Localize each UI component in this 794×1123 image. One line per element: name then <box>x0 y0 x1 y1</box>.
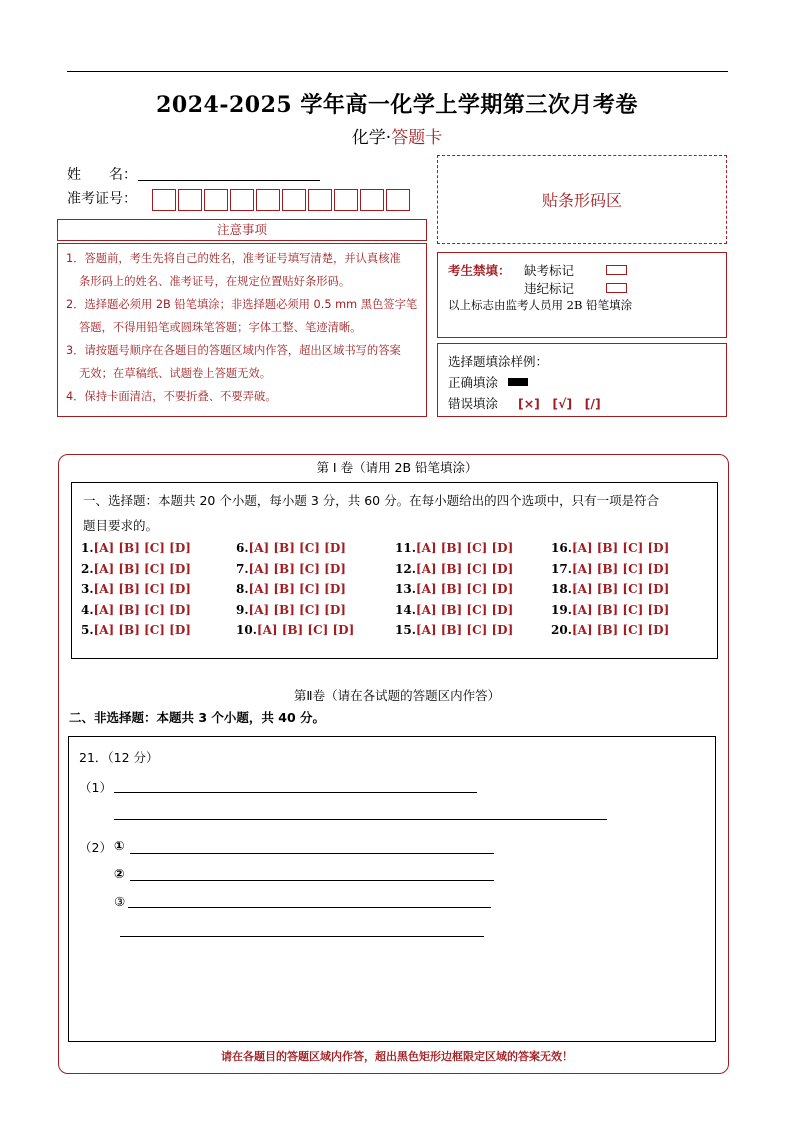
subtitle-subject: 化学· <box>351 128 392 148</box>
question-number: 3. <box>81 582 94 596</box>
mc-intro-line1: 一、选择题：本题共 20 个小题，每小题 3 分，共 60 分。在每小题给出的四个选项中，只有一项是符合 <box>83 493 660 508</box>
question-row <box>236 538 354 559</box>
question-row <box>551 579 669 600</box>
question-row <box>395 538 513 559</box>
sub-item-2: ② <box>114 866 125 881</box>
exam-title: 2024-2025 学年高一化学上学期第三次月考卷 <box>156 92 638 118</box>
question-row <box>395 620 513 641</box>
note-2 <box>66 293 420 339</box>
question-row <box>236 579 354 600</box>
mc-intro-line2: 题目要求的。 <box>83 518 159 533</box>
question-row <box>395 559 513 580</box>
answer-options[interactable]: [A] [B] [C] [D] <box>248 561 346 576</box>
answer-line[interactable] <box>128 907 491 908</box>
answer-options[interactable]: [A] [B] [C] [D] <box>256 623 355 637</box>
answer-options[interactable]: [A] [B] [C] [D] <box>93 561 191 576</box>
question-row <box>236 559 354 580</box>
note-text: 1．答题前，考生先将自己的姓名，准考证号填写清楚，并认真核准 <box>66 252 401 265</box>
answer-options[interactable]: [A] [B] [C] [D] <box>571 561 670 576</box>
note-text: 2．选择题必须用 2B 铅笔填涂；非选择题必须用 0.5 mm 黑色签字笔 <box>66 298 418 311</box>
answer-options[interactable]: [A] [B] [C] [D] <box>571 541 670 555</box>
answer-options[interactable]: [A] [B] [C] [D] <box>415 541 514 555</box>
footer-warning: 请在各题目的答题区域内作答，超出黑色矩形边框限定区域的答案无效！ <box>221 1050 573 1063</box>
answer-options[interactable]: [A] [B] [C] [D] <box>571 602 670 617</box>
answer-options[interactable]: [A] [B] [C] [D] <box>248 582 346 596</box>
answer-line[interactable] <box>114 819 607 820</box>
answer-options[interactable]: [A] [B] [C] [D] <box>415 561 514 576</box>
note-text: 无效；在草稿纸、试题卷上答题无效。 <box>79 367 272 380</box>
note-1 <box>66 247 420 293</box>
question-row <box>551 559 669 580</box>
violation-label: 违纪标记 <box>524 281 575 296</box>
barcode-label: 贴条形码区 <box>541 191 622 210</box>
question-number: 10. <box>236 623 257 637</box>
answer-line[interactable] <box>120 936 484 937</box>
q21-part2-label: （2） <box>79 840 112 855</box>
question-number: 16. <box>551 541 572 555</box>
wrong-fill-marks: [×] [√] [/] <box>518 396 601 411</box>
question-row <box>551 538 669 559</box>
note-text: 3．请按题号顺序在各题目的答题区域内作答，超出区域书写的答案 <box>66 344 401 357</box>
sub-item-3: ③ <box>114 894 126 909</box>
question-number: 17. <box>551 561 572 576</box>
top-rule <box>67 71 728 72</box>
filled-mark-icon <box>508 378 528 386</box>
absent-label: 缺考标记 <box>524 263 575 278</box>
question-row <box>81 620 191 641</box>
question-row <box>551 620 669 641</box>
id-digit-box[interactable] <box>204 189 228 211</box>
id-digit-box[interactable] <box>256 189 280 211</box>
notes-heading: 注意事项 <box>57 219 427 241</box>
question-number: 13. <box>395 582 416 596</box>
question-row <box>395 579 513 600</box>
wrong-fill-label: 错误填涂 <box>448 396 499 411</box>
note-text: 4．保持卡面清洁，不要折叠、不要弄破。 <box>66 390 277 403</box>
exam-subtitle <box>0 123 794 148</box>
question-number: 6. <box>236 541 249 555</box>
answer-options[interactable]: [A] [B] [C] [D] <box>415 602 514 617</box>
q21-answer-box <box>68 736 716 1042</box>
note-3 <box>66 339 420 385</box>
id-digit-box[interactable] <box>178 189 202 211</box>
note-text: 答题，不得用铅笔或圆珠笔答题；字体工整、笔迹清晰。 <box>79 321 362 334</box>
question-row <box>81 600 191 621</box>
mc-column-2 <box>236 538 354 641</box>
fill-sample-box <box>437 343 727 417</box>
question-row <box>236 620 354 641</box>
question-row <box>395 600 513 621</box>
id-digit-box[interactable] <box>386 189 410 211</box>
question-number: 7. <box>236 561 249 576</box>
section1-title: 第 I 卷（请用 2B 铅笔填涂） <box>316 460 478 475</box>
violation-mark-box[interactable] <box>606 283 627 293</box>
answer-options[interactable]: [A] [B] [C] [D] <box>93 623 191 637</box>
mc-column-1 <box>81 538 191 641</box>
section2-subtitle: 二、非选择题：本题共 3 个小题，共 40 分。 <box>69 710 326 725</box>
name-label: 姓 名： <box>67 167 137 183</box>
id-digit-box[interactable] <box>308 189 332 211</box>
forbidden-box <box>437 252 727 338</box>
question-row <box>81 559 191 580</box>
exam-id-label: 准考证号： <box>67 191 137 207</box>
answer-options[interactable]: [A] [B] [C] [D] <box>571 582 670 596</box>
subtitle-answer-card: 答题卡 <box>391 128 443 148</box>
answer-options[interactable]: [A] [B] [C] [D] <box>415 582 514 596</box>
answer-line[interactable] <box>130 880 494 881</box>
question-number: 4. <box>81 602 94 617</box>
answer-options[interactable]: [A] [B] [C] [D] <box>415 623 514 637</box>
question-number: 20. <box>551 623 572 637</box>
answer-options[interactable]: [A] [B] [C] [D] <box>93 541 191 555</box>
question-number: 5. <box>81 623 94 637</box>
id-digit-box[interactable] <box>334 189 358 211</box>
mc-column-3 <box>395 538 513 641</box>
barcode-area <box>437 155 727 244</box>
id-digit-box[interactable] <box>360 189 384 211</box>
notes-box <box>57 243 427 417</box>
absent-mark-box[interactable] <box>606 265 627 275</box>
question-number: 11. <box>395 541 416 555</box>
id-digit-box[interactable] <box>230 189 254 211</box>
answer-line[interactable] <box>114 792 477 793</box>
q21-part1-label: （1） <box>79 780 112 795</box>
note-text: 条形码上的姓名、准考证号，在规定位置贴好条形码。 <box>79 275 351 288</box>
question-row <box>81 579 191 600</box>
answer-options[interactable]: [A] [B] [C] [D] <box>93 582 191 596</box>
exam-id-boxes[interactable] <box>152 189 412 211</box>
question-row <box>81 538 191 559</box>
q21-label: 21．（12 分） <box>79 750 159 765</box>
name-field[interactable] <box>138 180 320 181</box>
mc-intro <box>83 488 713 538</box>
question-row <box>551 600 669 621</box>
question-number: 14. <box>395 602 416 617</box>
question-number: 8. <box>236 582 249 596</box>
question-number: 9. <box>236 602 249 617</box>
question-number: 19. <box>551 602 572 617</box>
fill-sample-title: 选择题填涂样例： <box>448 354 549 369</box>
id-digit-box[interactable] <box>152 189 176 211</box>
answer-options[interactable]: [A] [B] [C] [D] <box>248 602 346 617</box>
answer-options[interactable]: [A] [B] [C] [D] <box>571 623 670 637</box>
mc-column-4 <box>551 538 669 641</box>
id-digit-box[interactable] <box>282 189 306 211</box>
forbidden-label: 考生禁填： <box>448 263 511 278</box>
note-4 <box>66 385 420 408</box>
question-number: 12. <box>395 561 416 576</box>
answer-options[interactable]: [A] [B] [C] [D] <box>248 541 346 555</box>
forbidden-note: 以上标志由监考人员用 2B 铅笔填涂 <box>448 298 633 312</box>
question-number: 18. <box>551 582 572 596</box>
question-number: 1. <box>81 541 94 555</box>
answer-line[interactable] <box>130 853 494 854</box>
correct-fill-label: 正确填涂 <box>448 375 499 390</box>
section2-title: 第Ⅱ卷（请在各试题的答题区内作答） <box>293 688 501 703</box>
answer-options[interactable]: [A] [B] [C] [D] <box>93 602 191 617</box>
sub-item-1: ① <box>114 838 125 853</box>
question-number: 15. <box>395 623 416 637</box>
question-row <box>236 600 354 621</box>
question-number: 2. <box>81 561 94 576</box>
